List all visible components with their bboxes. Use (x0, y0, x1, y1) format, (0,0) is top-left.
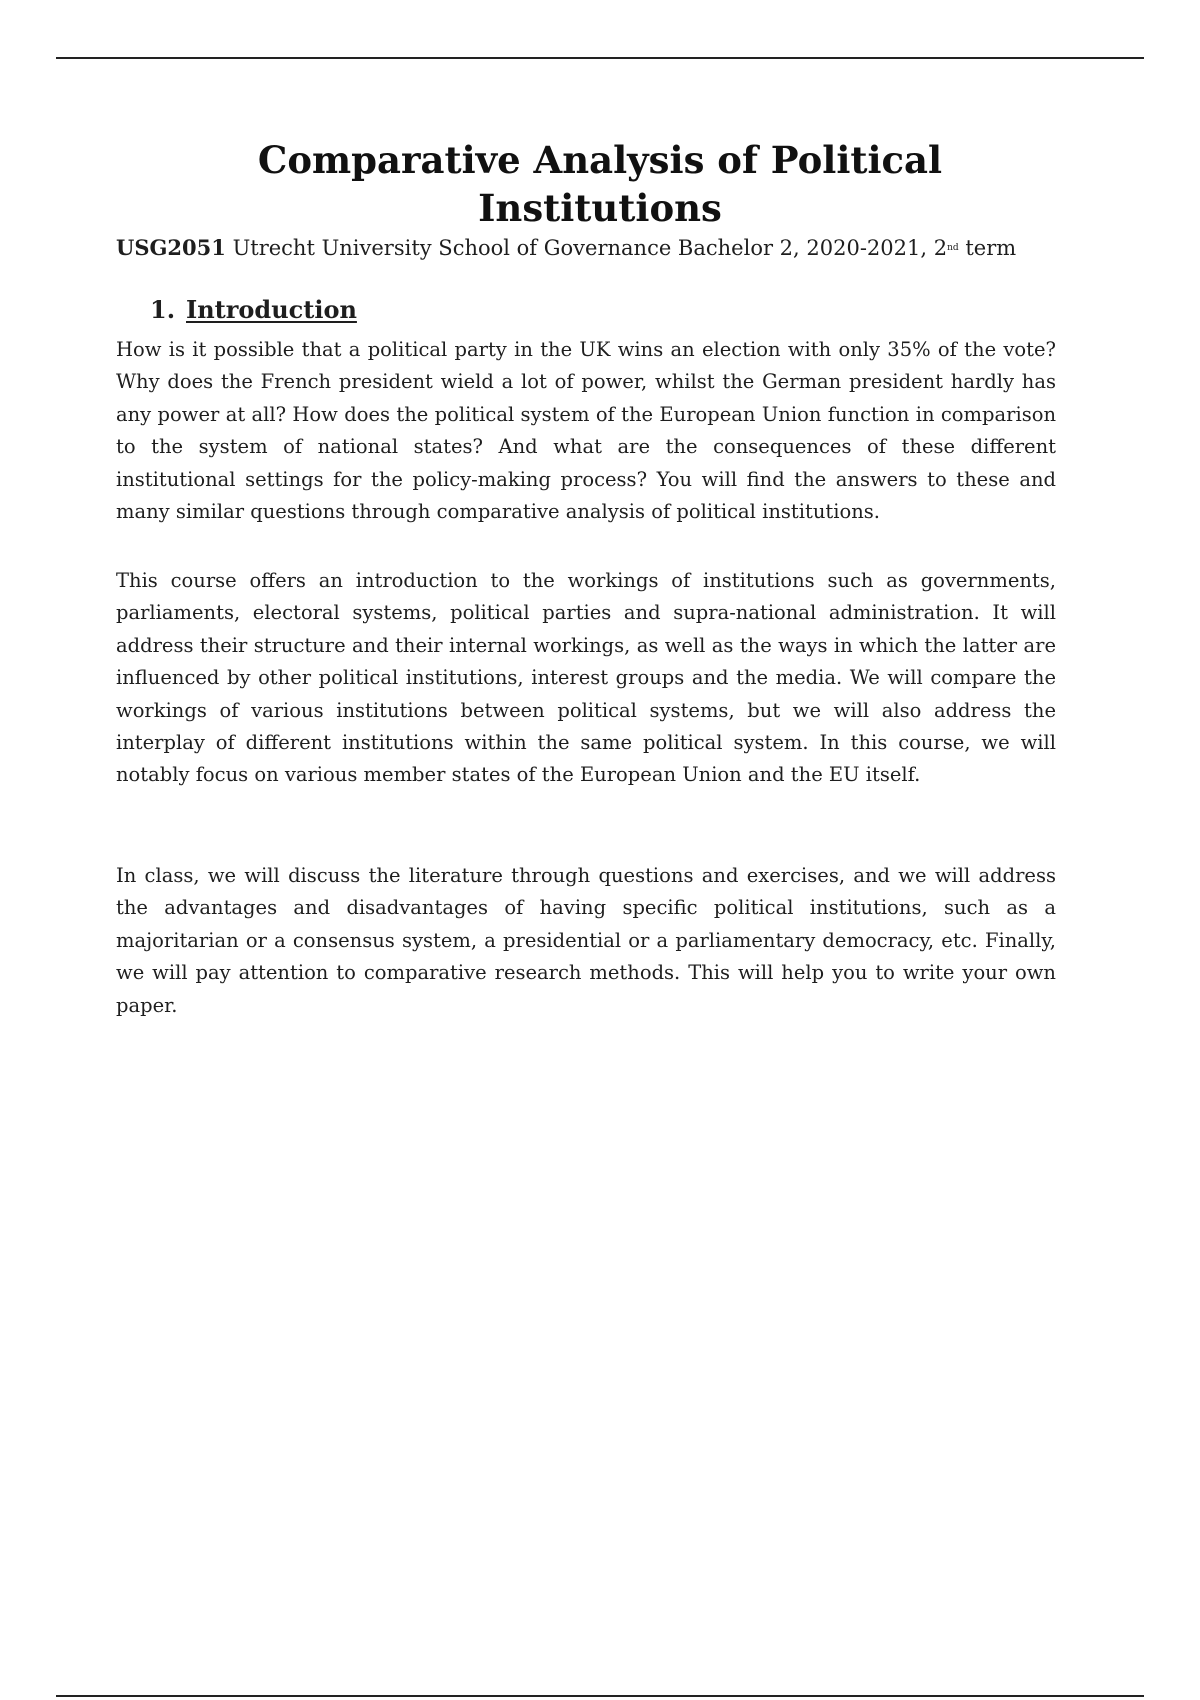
course-term: term (965, 236, 1017, 260)
paragraph-text: This course offers an introduction to the workings of institutions such as governments, parliaments, electoral systems, political parties and supra-national administration. It will address their structure and their internal workings, as well as the ways in which the latter are influenced by other political institutions, interest groups and the media. We will compare the workings of various institutions between political systems, but we will also address the interplay of different institutions within the same political system. In this course, we will notably focus on various member states of the European Union and the EU itself. (116, 569, 1056, 787)
section-heading-introduction (150, 294, 357, 326)
term-ordinal-suffix: nd (947, 243, 959, 253)
footer-rule (56, 1695, 1144, 1697)
title-line-1: Comparative Analysis of Political (257, 138, 943, 182)
course-code: USG2051 (116, 235, 226, 260)
document-title (200, 136, 1000, 232)
paragraph-text: In class, we will discuss the literature through questions and exercises, and we will address the advantages and disadvantages of having specific political institutions, such as a majoritarian or a consensus system, a presidential or a parliamentary democracy, etc. Finally, we will pay attention to comparative research methods. This will help you to write your own paper. (116, 864, 1056, 1017)
paragraph-1 (116, 334, 1056, 528)
course-info: Utrecht University School of Governance Bachelor 2, 2020-2021, 2 (232, 236, 948, 260)
header-rule (56, 57, 1144, 59)
section-label: Introduction (186, 295, 357, 324)
paragraph-3 (116, 860, 1056, 1022)
paragraph-text: How is it possible that a political party in the UK wins an election with only 35% of the vote? Why does the French president wield a lot of power, whilst the German president hardly has any power at all? How does the political system of the European Union function in comparison to the system of national states? And what are the consequences of these different institutional settings for the policy-making process? You will find the answers to these and many similar questions through comparative analysis of political institutions. (116, 338, 1056, 524)
title-line-2: Institutions (478, 186, 722, 230)
section-number: 1. (150, 295, 176, 324)
paragraph-2 (116, 565, 1056, 792)
course-info-line (116, 234, 1116, 262)
